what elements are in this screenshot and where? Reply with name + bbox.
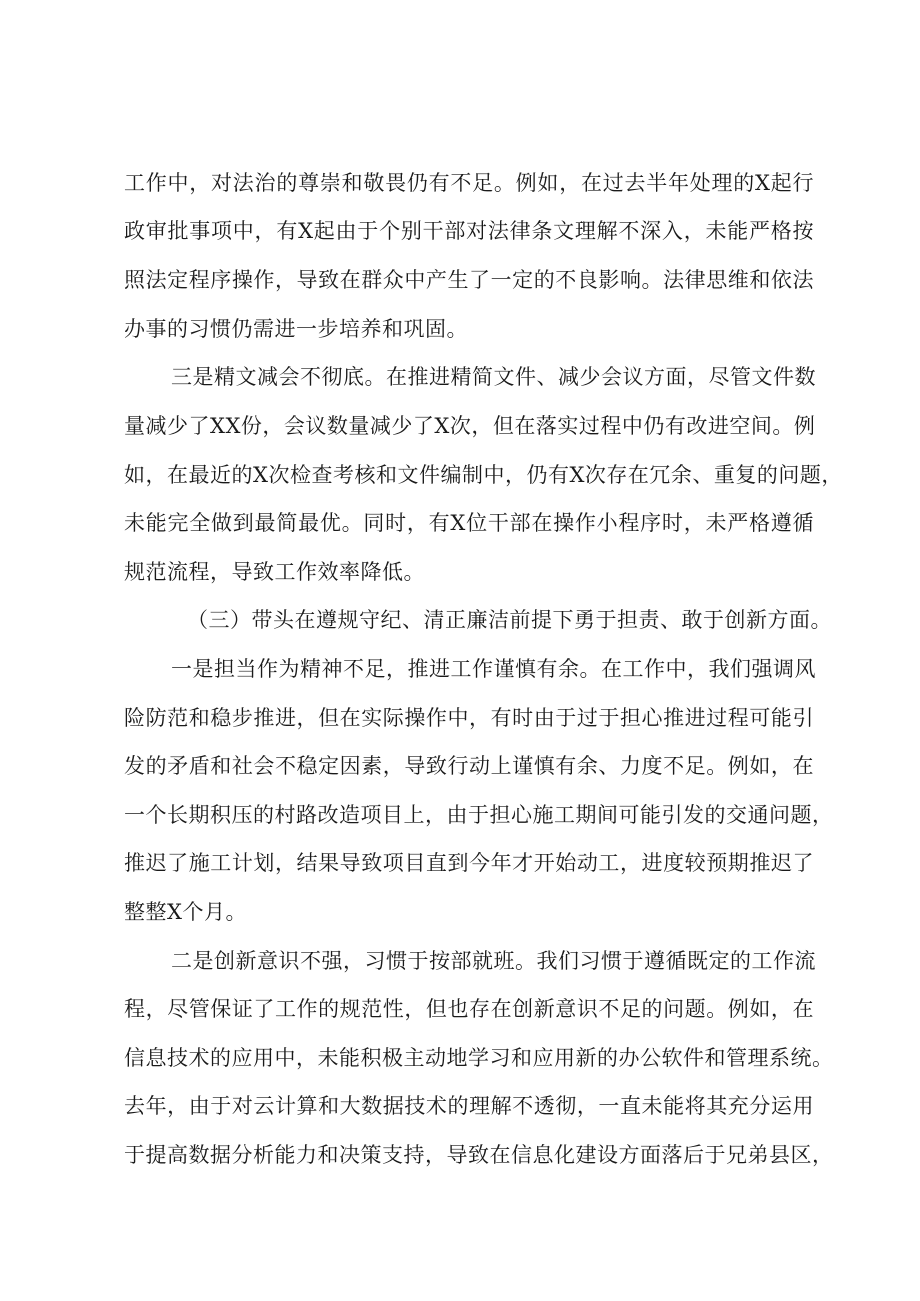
text-line: 信息技术的应用中，未能积极主动地学习和应用新的办公软件和管理系统。 — [124, 1046, 834, 1070]
paragraph-start-line: 三是精文减会不彻底。在推进精简文件、减少会议方面，尽管文件数 — [171, 365, 816, 389]
text-line: 量减少了XX份，会议数量减少了X次，但在落实过程中仍有改进空间。例 — [124, 414, 816, 438]
text-line: 推迟了施工计划，结果导致项目直到今年才开始动工，进度较预期推迟了 — [124, 851, 814, 875]
text-line: 发的矛盾和社会不稳定因素，导致行动上谨慎有余、力度不足。例如，在 — [124, 754, 814, 778]
text-line: 整整X个月。 — [124, 900, 247, 924]
text-line: 于提高数据分析能力和决策支持，导致在信息化建设方面落后于兄弟县区， — [124, 1143, 834, 1167]
text-line: 程，尽管保证了工作的规范性，但也存在创新意识不足的问题。例如，在 — [124, 997, 814, 1021]
text-line: 政审批事项中，有X起由于个别干部对法律条文理解不深入，未能严格按 — [124, 219, 814, 243]
text-line: 一个长期积压的村路改造项目上，由于担心施工期间可能引发的交通问题， — [124, 803, 834, 827]
text-line: 规范流程，导致工作效率降低。 — [124, 560, 425, 584]
text-line: 办事的习惯仍需进一步培养和巩固。 — [124, 317, 468, 341]
paragraph-start-line: 二是创新意识不强，习惯于按部就班。我们习惯于遵循既定的工作流 — [171, 949, 816, 973]
paragraph-start-line: 一是担当作为精神不足，推进工作谨慎有余。在工作中，我们强调风 — [171, 657, 816, 681]
section-heading: （三）带头在遵规守纪、清正廉洁前提下勇于担责、敢于创新方面。 — [187, 608, 832, 632]
text-line: 去年，由于对云计算和大数据技术的理解不透彻，一直未能将其充分运用 — [124, 1094, 814, 1118]
text-line: 未能完全做到最简最优。同时，有X位干部在操作小程序时，未严格遵循 — [124, 511, 814, 535]
text-line: 如，在最近的X次检查考核和文件编制中，仍有X次存在冗余、重复的问题， — [124, 463, 843, 487]
text-line: 险防范和稳步推进，但在实际操作中，有时由于过于担心推进过程可能引 — [124, 706, 814, 730]
text-line: 工作中，对法治的尊崇和敬畏仍有不足。例如，在过去半年处理的X起行 — [124, 171, 814, 195]
text-line: 照法定程序操作，导致在群众中产生了一定的不良影响。法律思维和依法 — [124, 268, 814, 292]
